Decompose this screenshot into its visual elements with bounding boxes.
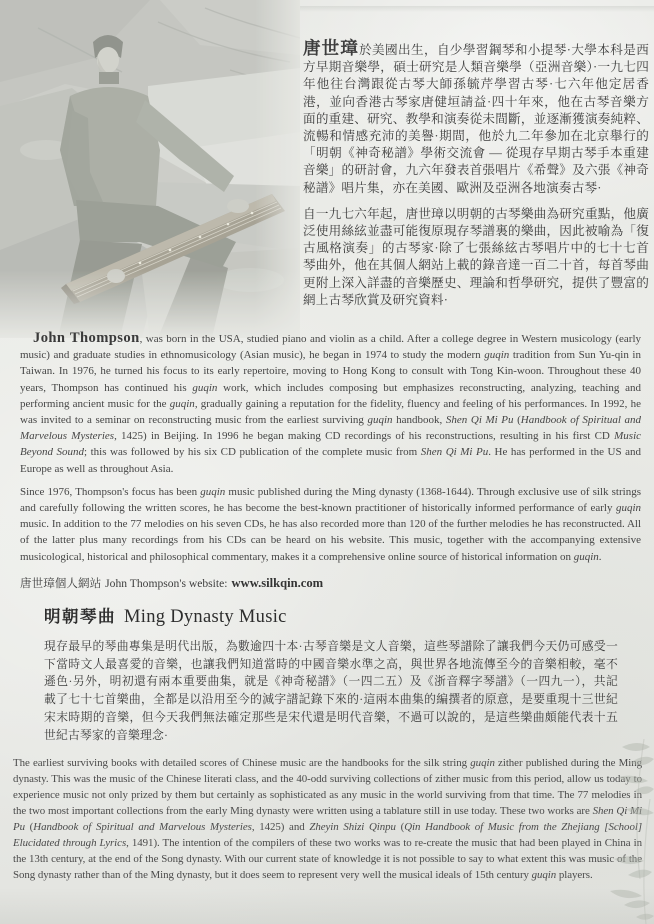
english-bio-paragraph-2: Since 1976, Thompson's focus has been guqin music published during the Ming dynasty (1368-1644). Through exclusive use of silk strings and carefully following the written scores, he has become the best-known practitioner of historically informed performance of early guqin music. In addition to the 77 melodies on his seven CDs, he has also recorded more than 120 of the further melodies he has reconstructed. All of the latter plus many recordings from his CDs can be heard on his website. This music, together with the accompanying extensive musicological, historical and philosophical commentary, makes it a comprehensive online source of historical information on guqin. (20, 485, 641, 563)
ming-chinese-paragraph: 現存最早的琴曲專集是明代出版，為數逾四十本·古琴音樂是文人音樂，這些琴譜除了讓我們今天仍可感受一下當時文人最喜愛的音樂，也讓我們知道當時的中國音樂水準之高，與世界各地流傳至今的音樂相較，毫不遜色·另外，明初還有兩本重要曲集，就是《神奇秘譜》（一四二五）及《浙音釋字琴譜》（一四九一），共記載了七十七首樂曲，全都是以沿用至今的減字譜記錄下來的·這兩本曲集的編撰者的原意，是要重現十三世紀宋末時期的音樂，但今天我們無法確定那些是宋代還是明代音樂，不過可以說的，是這些樂曲頗能代表十五世紀古琴家的音樂理念· (44, 638, 618, 742)
chinese-bio-paragraph-2: 自一九七六年起，唐世璋以明朝的古琴樂曲為研究重點，他廣泛使用絲絃並盡可能復原現存琴譜裏的樂曲，因此被喻為「復古風格演奏」的古琴家·除了七張絲絃古琴唱片中的七十七首琴曲外，他在其個人網站上載的錄音達一百二十首，每首琴曲更附上深入詳盡的音樂歷史、理論和哲學研究，提供了豐富的網上古琴欣賞及研究資料· (303, 206, 649, 307)
photo-john-thompson-guqin (0, 0, 300, 338)
section-heading-english: Ming Dynasty Music (124, 606, 287, 627)
website-label-english: John Thompson's website: (105, 576, 228, 590)
website-line (20, 575, 654, 591)
photo-illustration (0, 0, 300, 338)
paper-crease (300, 6, 654, 12)
section-heading-chinese: 明朝琴曲 (44, 606, 116, 626)
chinese-biography (303, 40, 649, 309)
main-text-column (0, 330, 654, 883)
website-url: www.silkqin.com (231, 575, 324, 590)
section-heading-ming-dynasty-music (44, 602, 654, 629)
ming-english-paragraph: The earliest surviving books with detailed scores of Chinese music are the handbooks for the silk string guqin zither published during the Ming dynasty. This was the music of the Chinese literati class, and the 40-odd surviving collections of zither music from this period, allow us today to experience music not only prized by them but certainly as sophisticated as any music in the world surviving from that time. The 77 melodies in the two most important collections from the early Ming dynasty were written using a tablature still in use today. These two works are Shen Qi Mi Pu (Handbook of Spiritual and Marvelous Mysteries, 1425) and Zheyin Shizi Qinpu (Qin Handbook of Music from the Zhejiang [School] Elucidated through Lyrics, 1491). The intention of the compilers of these two works was to re-create the music that had been played in China in the 13th century, at the end of the Song dynasty. With our current state of knowledge it is not possible to say to what extent this was music of the Song dynasty rather than of the Ming dynasty, but it does seem to represent very well the musical ideals of 15th century guqin players. (13, 756, 643, 881)
website-label-chinese: 唐世璋個人網站 (20, 576, 102, 590)
english-bio-paragraph-1: John Thompson, was born in the USA, studied piano and violin as a child. After a college degree in Western musicology (early music) and graduate studies in ethnomusicology (Asian music), he began in 1974 to study the modern guqin tradition from Sun Yu-qin in Taiwan. In 1976, he turned his focus to its early repertoire, moving to Hong Kong to consult with Tong Kin-woon. Throughout these 40 years, Thompson has continued his guqin work, which includes composing but emphasizes reconstructing, analyzing, teaching and performing ancient music for the guqin, gradually gaining a reputation for the fidelity, fluency and feeling of his performances. In 1992, he was invited to a seminar on reconstructing music from the earliest surviving guqin handbook, Shen Qi Mi Pu (Handbook of Spiritual and Marvelous Mysteries, 1425) in Beijing. In 1996 he began making CD recordings of his reconstructions, resulting in his first CD Music Beyond Sound; this was followed by his six CD publication of the complete music from Shen Qi Mi Pu. He has performed in the US and Europe as well as throughout Asia. (20, 330, 642, 475)
chinese-bio-paragraph-1: 唐世璋於美國出生，自少學習鋼琴和小提琴·大學本科是西方早期音樂學，碩士研究是人類音樂學（亞洲音樂）·一九七四年他往台灣跟從古琴大師孫毓芹學習古琴·七六年他定居香港，並向香港古琴家唐健垣請益·四十年來，他在古琴音樂方面的重建、研究、教學和演奏從未間斷，並逐漸獲演奏純粹、流暢和情感充沛的美譽·期間，他於九二年參加在北京舉行的「明朝《神奇秘譜》學術交流會 — 從現存早期古琴手本重建音樂」的研討會，九六年發表首張唱片《希聲》及六張《神奇秘譜》唱片集，亦在美國、歐洲及亞洲各地演奏古琴· (303, 38, 650, 195)
